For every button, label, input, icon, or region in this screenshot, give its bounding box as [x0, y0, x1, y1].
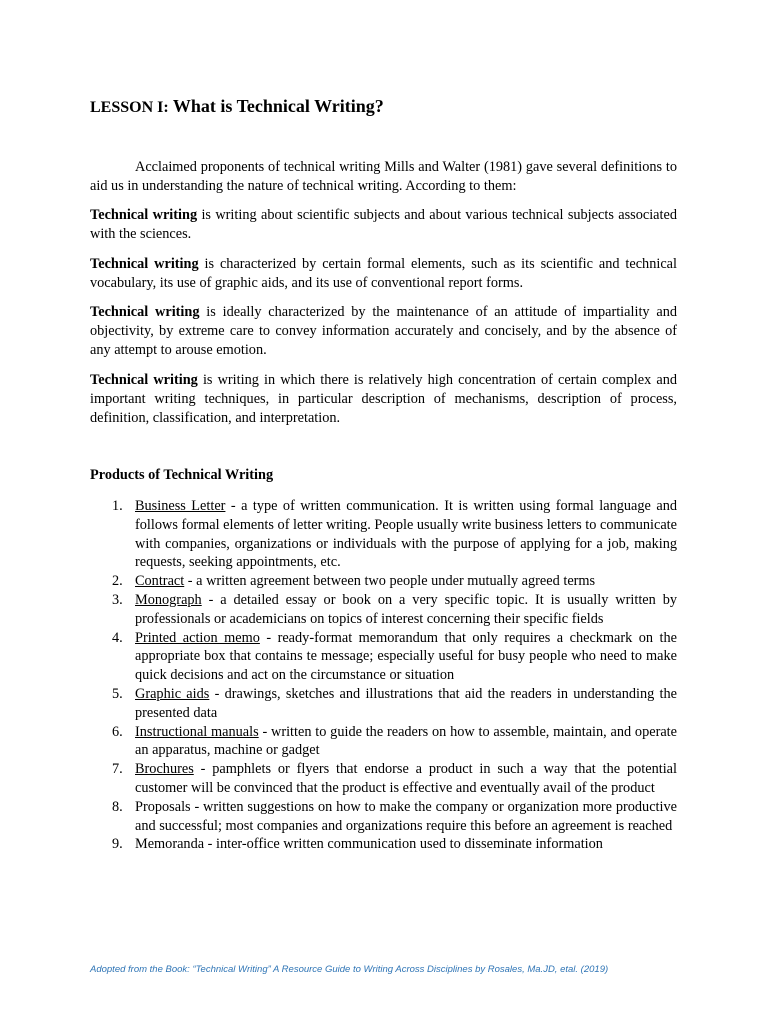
list-item-number: 7.	[112, 761, 123, 778]
lesson-title: What is Technical Writing?	[168, 96, 384, 116]
product-description: - written suggestions on how to make the company or organization more productive and successful; most companies and organizations require this before an agreement is reached	[135, 798, 677, 834]
product-list-item	[90, 723, 677, 761]
definition-paragraph	[90, 206, 677, 244]
definition-term: Technical writing	[90, 256, 199, 272]
list-item-number: 2.	[112, 573, 123, 590]
product-list-item	[90, 685, 677, 723]
product-description: - a written agreement between two people under mutually agreed terms	[184, 573, 596, 590]
definition-text: is writing in which there is relatively high concentration of certain complex and important writing techniques, in particular description of mechanisms, description of process, definition, classification, and interpretation.	[90, 372, 678, 426]
definition-paragraph	[90, 303, 677, 359]
products-heading: Products of Technical Writing	[90, 467, 274, 483]
products-list	[90, 497, 677, 854]
product-list-item	[90, 835, 677, 854]
definition-text: is characterized by certain formal elements, such as its scientific and technical vocabulary, its use of graphic aids, and its use of conventional report forms.	[90, 256, 677, 291]
product-list-item	[90, 798, 677, 836]
definition-paragraph	[90, 255, 677, 293]
list-item-number: 5.	[112, 685, 123, 702]
product-list-item	[90, 497, 677, 572]
source-footer: Adopted from the Book: “Technical Writing” A Resource Guide to Writing Across Disciplines by Rosales, Ma.JD, etal. (2019)	[90, 964, 609, 975]
list-item-number: 6.	[112, 723, 123, 740]
product-term: Printed action memo	[135, 629, 260, 646]
list-item-number: 1.	[112, 498, 123, 514]
product-term: Brochures	[135, 761, 194, 778]
definition-paragraph	[90, 371, 677, 427]
product-term: Instructional manuals	[135, 723, 259, 740]
definition-text: is writing about scientific subjects and about various technical subjects associated with the sciences.	[90, 207, 677, 242]
definition-text: is ideally characterized by the maintenance of an attitude of impartiality and objectivity, by extreme care to convey information accurately and concisely, and by the absence of any attempt to arouse emotion.	[90, 304, 677, 358]
product-description: - a type of written communication. It is written using formal language and follows formal elements of letter writing. People usually write business letters to communicate with companies, organizations or individuals with the purpose of applying for a job, making requests, seeking appointments, etc.	[135, 498, 677, 571]
list-item-number: 8.	[112, 798, 123, 815]
product-list-item	[90, 629, 677, 685]
list-item-number: 4.	[112, 629, 123, 646]
lesson-label: LESSON I:	[90, 99, 169, 116]
list-item-number: 3.	[112, 591, 123, 608]
product-term: Contract	[135, 573, 185, 590]
product-list-item	[90, 760, 677, 798]
definition-term: Technical writing	[90, 372, 198, 388]
product-list-item	[90, 591, 677, 629]
intro-paragraph: Acclaimed proponents of technical writing Mills and Walter (1981) gave several definitions to aid us in understanding the nature of technical writing. According to them:	[90, 159, 677, 194]
product-term: Graphic aids	[135, 685, 210, 702]
definition-term: Technical writing	[90, 207, 198, 223]
product-description: - written to guide the readers on how to assemble, maintain, and operate an apparatus, machine or gadget	[135, 723, 677, 759]
product-description: - a detailed essay or book on a very specific topic. It is usually written by professionals or academicians on topics of interest concerning their specific fields	[135, 591, 677, 627]
product-term: Business Letter	[135, 498, 226, 514]
product-description: - ready-format memorandum that only requires a checkmark on the appropriate box that contains te message; especially useful for busy people who need to make quick decisions and act on the circumstance or situation	[135, 629, 677, 684]
page-title	[90, 96, 384, 117]
product-description: - inter-office written communication used to disseminate information	[204, 836, 603, 853]
product-list-item	[90, 572, 677, 591]
list-item-number: 9.	[112, 836, 123, 853]
product-description: - pamphlets or flyers that endorse a product in such a way that the potential customer will be convinced that the product is effective and eventually avail of the product	[135, 761, 677, 796]
definition-term: Technical writing	[90, 304, 200, 320]
product-term: Memoranda	[135, 836, 205, 853]
product-description: - drawings, sketches and illustrations that aid the readers in understanding the presented data	[135, 685, 677, 721]
product-term: Monograph	[135, 591, 202, 608]
product-term: Proposals	[135, 798, 191, 815]
